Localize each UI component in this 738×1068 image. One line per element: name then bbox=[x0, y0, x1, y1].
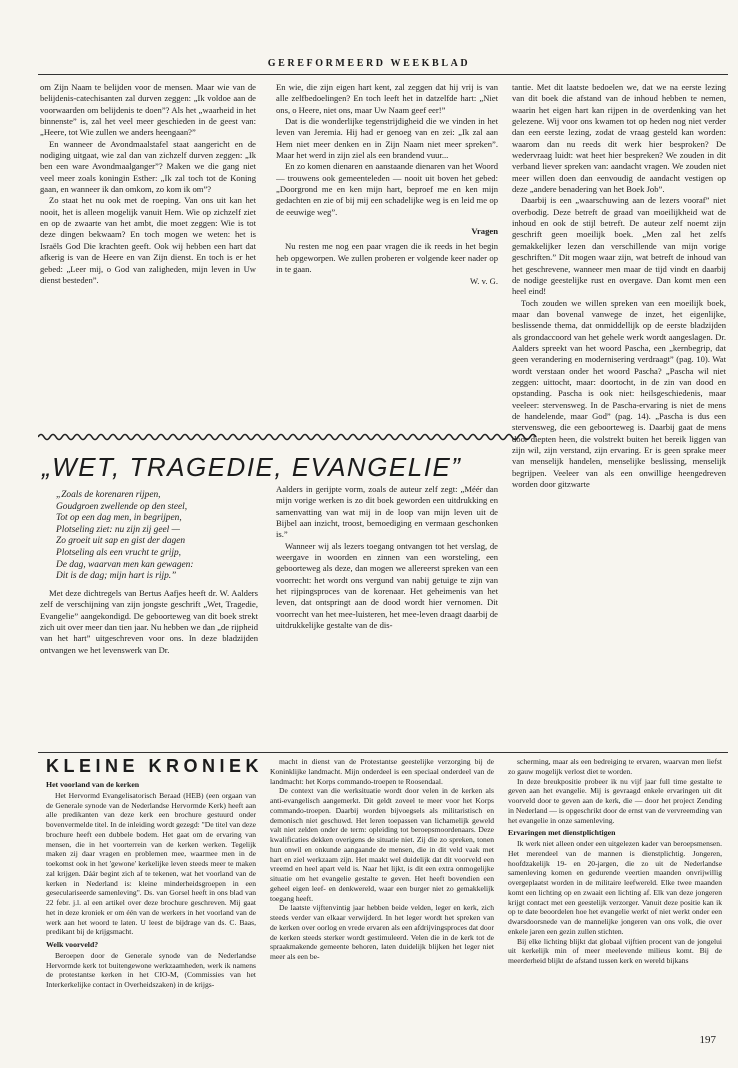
poem-line: Plotseling ziet: nu zijn zij geel — bbox=[56, 524, 180, 535]
header-rule bbox=[38, 74, 728, 75]
kroniek-heading: Het voorland van de kerken bbox=[46, 780, 140, 789]
feature-column-2 bbox=[276, 484, 498, 750]
paragraph: Met deze dichtregels van Bertus Aafjes heeft dr. W. Aalders zelf de verschijning van zijn jongste geschrift „Wet, Tragedie, Evangelie” aangekondigd. De geboorteweg van dit boek strekt zich uit over meer dan tien jaar. Nu hebben we dan „de rijpheid van het hart” uitgeschreven voor ons. In deze bladzijden ontvangen we het levenswerk van Dr. bbox=[40, 588, 258, 655]
section-subheading: Vragen bbox=[471, 226, 498, 237]
paragraph: De context van die werksituatie wordt door velen in de kerken als anti-evangelisch aangemerkt. Dit geldt zoveel te meer voor het Korps commando-troepen. Daarbij worden bijvoegsels als militaristisch en demonisch niet geschuwd. Het leren toepassen van lichamelijk geweld valt niet zelden onder de term: opleiding tot beroepsmoordenaars. Deze kwalificaties dekken overigens de situatie niet. Zij die zo spreken, tonen hun onwil en onkunde aangaande de mensen, die in dit veld vaak met hart en ziel werkzaam zijn. Het maakt wel duidelijk dat dit voorveld een vreemd en heel apart veld is. Naar het lijkt, is dit een extra onmogelijke situatie om het evangelie gestalte te geven. Het heeft bovendien een geheel eigen leef- en denkwereld, waar een burger niet zo gemakkelijk toegang heeft. bbox=[270, 786, 494, 903]
section-title: KLEINE KRONIEK bbox=[46, 756, 264, 776]
paragraph: Zo staat het nu ook met de roeping. Van ons uit kan het nooit, het is alleen mogelijk vanuit Hem. Wie op zichzelf ziet en op de zwaarte van het ambt, die moet zeggen: Wie is tot deze dingen bekwaam? En toch mogen we weten: het is Israëls God Die krachten geeft. Ook wij hebben een hart dat afkerig is van de Heere en van Zijn dienst. En toch is er het gebed: „Leer mij, o God van zaligheden, mijn leven in Uw dienst besteden”. bbox=[40, 195, 256, 285]
paragraph: En wanneer de Avondmaalstafel staat aangericht en de nodiging uitgaat, wie zal dan van zichzelf durven zeggen: „Ik ben een ware Avondmaalganger”? Maken we die gang niet veel meer zoals koningin Esther: „Ik zal toch tot de Koning gaan, en wanneer ik dan omkom, zo kom ik om”? bbox=[40, 138, 256, 195]
paragraph: Nu resten me nog een paar vragen die ik reeds in het begin heb opgeworpen. We zullen proberen er volgende keer nader op in te gaan. bbox=[276, 241, 498, 275]
kroniek-column-2 bbox=[270, 757, 494, 1041]
paragraph: Dat is die wonderlijke tegenstrijdigheid die we vinden in het leven van Jeremia. Hij had er genoeg van en zei: „Ik zal aan Hem niet meer denken en in Zijn Naam niet meer spreken”. Maar het werd in zijn ziel als een brandend vuur... bbox=[276, 116, 498, 161]
poem-line: Tot op een dag men, in begrijpen, bbox=[56, 513, 182, 524]
paragraph: En wie, die zijn eigen hart kent, zal zeggen dat hij vrij is van alle zelfbedoelingen? En toch leeft het in datzelfde hart: „Niet ons, o Heere, niet ons, maar Uw Naam geef eer!” bbox=[276, 82, 498, 115]
paragraph: Ik werk niet alleen onder een uitgelezen kader van beroepsmensen. Het merendeel van de mannen is dienstplichtig. Jongeren, hoofdzakelijk 19- en 20-jargen, die zo uit de Nederlandse samenleving komen en gedurende veertien maanden onvrijwillig overgeplaatst worden in de militaire leefwereld. Elke twee maanden komt een lichting op en zwaait een lichting af. Elk van deze jongeren krijgt contact met een geestelijk verzorger. Vanuit deze positie kan ik op te date beoordelen hoe het evangelie werkt of niet werkt onder een dwarsdoorsnede van de mannelijke jongeren van ons volk, die over enkele jaren een gezin zullen stichten. bbox=[508, 839, 722, 936]
kroniek-column-3 bbox=[508, 757, 722, 1041]
poem-line: De dag, waarvan men kan gewagen: bbox=[56, 559, 194, 570]
poem-line: Zo groeit uit sap en gist der dagen bbox=[56, 536, 186, 547]
article-column-3 bbox=[512, 82, 726, 752]
kroniek-subheading: Welk voorveld? bbox=[46, 940, 99, 949]
publication-header: GEREFORMEERD WEEKBLAD bbox=[267, 58, 471, 69]
author-signature: W. v. G. bbox=[469, 275, 498, 286]
paragraph: Daarbij is een „waarschuwing aan de lezers vooraf” niet overbodig. Deze betreft de graad van moeilijkheid wat de inhoud en ook de stijl betreft. De auteur zelf noemt zijn geschrift geen moeilijk boek. „Men zal het zelfs gemakkelijker lezen dan verschillende van mijn vorige geschriften.” Dit mogen waar zijn, wat betreft de inhoud van het geschrevene, wanneer men maar de tijd vindt en daarbij de nodige geestelijke rust en overgave. Dan komt men een heel eind! bbox=[512, 195, 726, 297]
poem-line: Plotseling als een vrucht te grijp, bbox=[56, 547, 181, 558]
paragraph: Bij elke lichting blijkt dat globaal vijftien procent van de jongelui uit kerkelijk min of meer meelevende milieus komt. Bij de meerderheid blijkt de afstand tussen kerk en wereld bijkans bbox=[508, 936, 722, 965]
poem-line: Goudgroen zwellende op den steel, bbox=[56, 501, 188, 512]
kroniek-column-1 bbox=[46, 777, 256, 1041]
article-column-1 bbox=[40, 82, 256, 422]
paragraph: om Zijn Naam te belijden voor de mensen. Maar wie van de belijdenis-catechisanten zal durven zeggen: „Ik voldoe aan de voorwaarden om belijdenis te doen”? Als het „waarheid in het binnenste” is, zal het veel meer geschieden in de geest van: „Heere, tot Wie zullen we anders heengaan?” bbox=[40, 82, 256, 138]
paragraph: scherming, maar als een bedreiging te ervaren, waarvan men liefst zo gauw mogelijk verlost diet te worden. bbox=[508, 757, 722, 776]
poem bbox=[56, 490, 274, 583]
poem-line: Dit is de dag; mijn hart is rijp.” bbox=[56, 571, 177, 582]
page-number: 197 bbox=[699, 1034, 716, 1046]
poem-line: „Zoals de korenaren rijpen, bbox=[56, 490, 161, 500]
paragraph: En zo komen dienaren en aanstaande dienaren van het Woord — trouwens ook gemeenteleden — nooit uit boven het gebed: „Doorgrond me en ken mijn hart, beproef me en ken mijn gedachten en zie of bij mij een schadelijke weg is en leid me op de eeuwige weg”. bbox=[276, 161, 498, 217]
paragraph: In deze breukpositie probeer ik nu vijf jaar full time gestalte te geven aan het evangelie. Mij is gevraagd enkele ervaringen uit dit voorveld door te geven aan de kerk, die — door het project Zending in Nederland — is opgeschrikt door de ernst van de vervreemding van het evangelie in onze samenleving. bbox=[508, 776, 722, 825]
feature-title: „WET, TRAGEDIE, EVANGELIE” bbox=[42, 452, 462, 482]
paragraph: macht in dienst van de Protestantse geestelijke verzorging bij de Koninklijke landmacht. Mijn onderdeel is een speciaal onderdeel van de landmacht: het Korps commando-troepen te Roosendaal. bbox=[270, 757, 494, 786]
paragraph: Toch zouden we willen spreken van een moeilijk boek, maar dan bovenal vanwege de inzet, het eigenlijke, beslissende thema, dat onmiddellijk op de eerste bladzijden als grondaccoord van het gehele werk wordt aangeslagen. Dr. Aalders spreekt van het woord Pascha, een „kernbegrip, dat geen verandering en modernisering verdraagt” (pag. 10). Wat wordt verstaan onder het woord Pascha? „Pascha wil niet zeggen: uittocht, maar: doortocht, in de zin van dood en opstanding. Pascha is ook niet: heilsgeschiedenis, maar veeleer: stervensweg. In de Pascha-ervaring is niet de mens de handelende, maar God” (pag. 14). „Pascha is dus een stervensweg, die een geboorteweg is. Daarbij gaat de mens door diepten heen, die volstrekt buiten het bereik liggen van zijn wil, zijn verstand, zijn ervaring. Er is geen sprake meer van menselijk handelen, menselijke beslissing, menselijk begrijpen. Veeleer van als een onwillige heengedreven worden door gitzwarte bbox=[512, 297, 726, 490]
paragraph: Het Hervormd Evangelisatorisch Beraad (HEB) (een orgaan van de Generale synode van de Nederlandse Hervormde Kerk) heeft aan alle predikanten van deze kerk een brochure gestuurd onder bovenvermelde titel. In de inleiding wordt gezegd: "De titel van deze brochure heeft een dubbele bodem. Het gaat om de ervaring van mensen, die in het voorterrein van de kerken werken. Tegelijk maken zij daar vragen en problemen mee, waarmee men in de toekomst ook in het 'gewone' kerkelijke leven steeds meer te maken zal krijgen. Dáár begint zich af te tekenen, wat het voorland van de kerken in Nederland is: kleine minderheidsgroepen in een geseculariseerde samenleving". Ds. van Gorsel heeft in ons blad van 22 febr. j.l. al een artikel over deze brochure geschreven. Mij gaat het in deze kroniek er om één van de werkers in het voorland van de werk aan het woord te laten. U leest de bijdrage van ds. C. Baas, predikant bij de krijgsmacht. bbox=[46, 790, 256, 937]
feature-column-1 bbox=[40, 588, 258, 748]
kroniek-rule bbox=[38, 752, 728, 753]
kroniek-subheading: Ervaringen met dienstplichtigen bbox=[508, 828, 616, 838]
paragraph: De laatste vijftenvintig jaar hebben beide velden, leger en kerk, zich steeds verder van elkaar verwijderd. In het leger wordt het spreken van de kerken over oorlog en vrede ervaren als een afdrijvingsproces dat door de kerken steeds sterker wordt gestimuleerd. Velen die in de kerk tot de spraakmakende gemeente behoren, laten duidelijk blijken het leger niet meer als een be- bbox=[270, 903, 494, 961]
paragraph: Aalders in gerijpte vorm, zoals de auteur zelf zegt: „Méér dan mijn vorige werken is zo dit boek geworden een uitdrukking en samenvatting van wat mij in de loop van mijn leven uit de Bijbel aan inzicht, troost, bemoediging en vermaan geschonken is.” bbox=[276, 484, 498, 540]
paragraph: Beroepen door de Generale synode van de Nederlandse Hervormde kerk tot buitengewone werkzaamheden, werk ik namens de protestantse kerken in het CIO-M, (Commissies van het Interkerkelijke contact in Overheidszaken) in de krijgs- bbox=[46, 950, 256, 989]
paragraph: tantie. Met dit laatste bedoelen we, dat we na eerste lezing van dit boek die afstand van de inhoud hebben te nemen, waarin het eigen hart kan rijpen in de overdenking van het gelezene. Wij voor ons kwamen tot op heden nog niet verder dan een eerste lezing, zodat de vraag gesteld kan worden: waarom dan nu reeds dit werk hier besproken? De wedervraag luidt: wat heet hier bespreken? We zouden in dit verband liever spreken van: aandacht vragen. We zouden niet meer willen doen dan eenvoudig de aandacht vestigen op deze „andere benadering van het Boek Job”. bbox=[512, 82, 726, 195]
article-column-2 bbox=[276, 82, 498, 422]
paragraph: Wanneer wij als lezers toegang ontvangen tot het verslag, de weergave in woorden en zinnen van een worsteling, een geboorteweg als deze, dan mogen we allereerst spreken van een voorrecht: het wordt ons vergund van nabij getuige te zijn van het rijpingsproces van de korenaar. Het geheimenis van het leven, dat ontspringt aan de dood wordt hier vernomen. Dit voorrecht van het mee-luisteren, het mee-leven draagt daarbij de uitdrukkelijke gestalte van de dis- bbox=[276, 540, 498, 631]
wavy-divider bbox=[38, 432, 540, 442]
